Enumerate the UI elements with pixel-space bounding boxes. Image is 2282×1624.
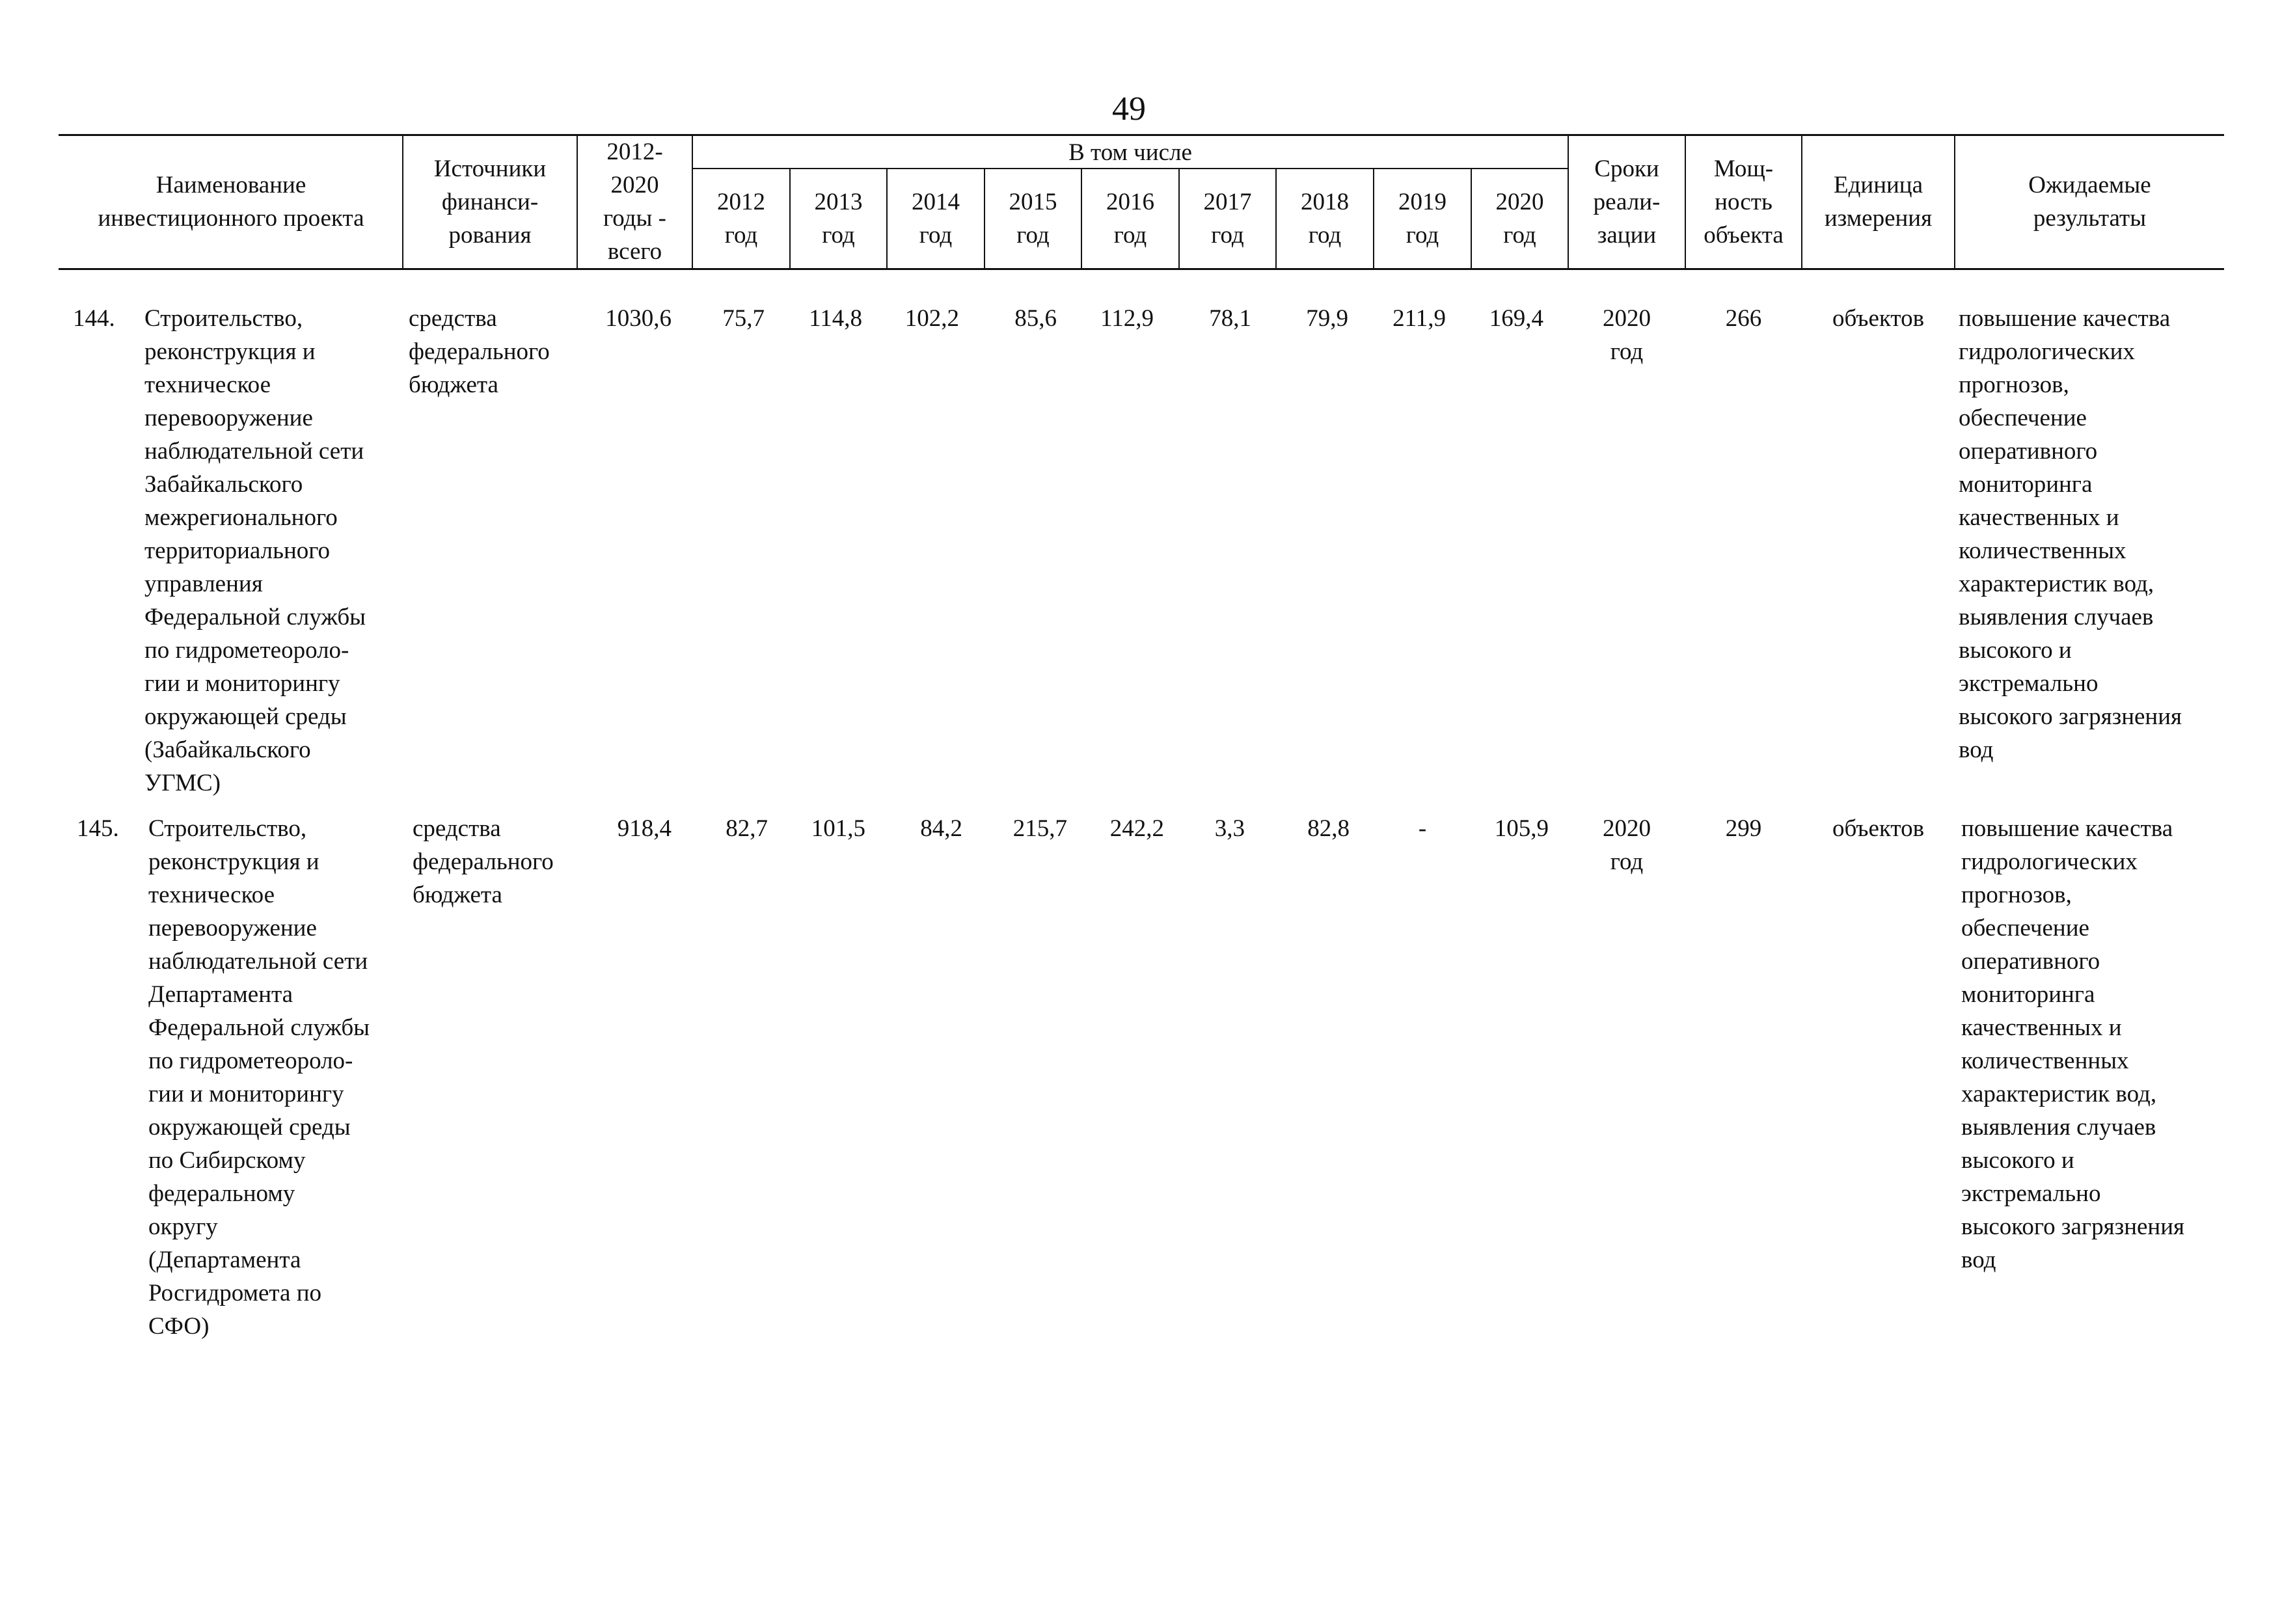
- header-year-2012: [693, 170, 789, 267]
- header-year-2015: [985, 170, 1081, 267]
- header-year-2018: [1277, 170, 1373, 267]
- header-year-2016: [1082, 170, 1178, 267]
- total-amount: 918,4: [617, 815, 672, 842]
- header-year-2019: [1374, 170, 1471, 267]
- header-total-text: 2012- 2020 годы - всего: [603, 139, 666, 265]
- header-year-2017: [1180, 170, 1275, 267]
- header-capacity: [1686, 137, 1801, 267]
- header-funding-source-text: Источники финанси- рования: [433, 155, 547, 249]
- header-year-2014: [888, 170, 984, 267]
- header-year-label: 2020 год: [1495, 189, 1544, 249]
- amount-2015: 215,7: [1012, 815, 1067, 842]
- header-year-2013: [791, 170, 886, 267]
- amount-2015: 85,6: [1014, 305, 1057, 332]
- amount-2016: 112,9: [1100, 305, 1154, 332]
- header-capacity-text: Мощ- ность объекта: [1704, 155, 1784, 249]
- total-amount: 1030,6: [605, 305, 672, 332]
- header-period: [1569, 137, 1685, 267]
- amount-2019: 211,9: [1392, 305, 1446, 332]
- header-year-label: 2015 год: [1009, 189, 1057, 249]
- header-unit: [1802, 137, 1954, 267]
- header-year-label: 2012 год: [717, 189, 765, 249]
- amount-2017: 78,1: [1209, 305, 1251, 332]
- header-period-text: Сроки реали- зации: [1593, 155, 1661, 249]
- row-number: 144.: [73, 305, 115, 332]
- header-year-label: 2013 год: [814, 189, 863, 249]
- amount-2018: 82,8: [1307, 815, 1350, 842]
- header-project-name-text: Наименование инвестиционного проекта: [98, 172, 364, 232]
- amount-2014: 84,2: [920, 815, 962, 842]
- header-results-text: Ожидаемые результаты: [2028, 172, 2151, 232]
- header-year-2020: [1472, 170, 1568, 267]
- expected-results: повышение качества гидрологических прогнозов, обеспечение оперативного мониторинга качественных и количественных характеристик вод, выявления случаев высокого и экстремально высокого загрязнения вод: [1959, 305, 2182, 763]
- funding-source: средства федерального бюджета: [413, 815, 554, 908]
- funding-source: средства федерального бюджета: [409, 305, 550, 398]
- implementation-period: 2020 год: [1603, 305, 1651, 365]
- header-results: [1955, 137, 2224, 267]
- amount-2014: 102,2: [904, 305, 959, 332]
- header-total: [578, 137, 692, 267]
- header-year-label: 2019 год: [1398, 189, 1447, 249]
- project-name: Строительство, реконструкция и техническое перевооружение наблюдательной сети Забайкальского межрегионального территориального управления Федеральной службы по гидрометеороло- гии и мониторингу окружающей среды (Забайкальского УГМС): [144, 305, 366, 796]
- header-year-label: 2017 год: [1203, 189, 1252, 249]
- implementation-period: 2020 год: [1603, 815, 1651, 875]
- expected-results: повышение качества гидрологических прогнозов, обеспечение оперативного мониторинга качественных и количественных характеристик вод, выявления случаев высокого и экстремально высокого загрязнения вод: [1961, 815, 2185, 1273]
- capacity-value: 266: [1725, 305, 1762, 332]
- header-funding-source: [403, 137, 577, 267]
- row-number: 145.: [77, 815, 119, 842]
- header-including-text: В том числе: [1068, 139, 1192, 166]
- amount-2013: 114,8: [809, 305, 862, 332]
- amount-2017: 3,3: [1214, 815, 1245, 842]
- amount-2013: 101,5: [811, 815, 865, 842]
- header-year-label: 2018 год: [1301, 189, 1349, 249]
- amount-2019: -: [1418, 815, 1427, 842]
- header-unit-text: Единица измерения: [1824, 172, 1933, 232]
- project-name: Строительство, реконструкция и техническое перевооружение наблюдательной сети Департамента Федеральной службы по гидрометеороло- гии и мониторингу окружающей среды по Сибирскому федеральному округу (Департамента Росгидромета по СФО): [148, 815, 370, 1340]
- amount-2012: 75,7: [722, 305, 765, 332]
- header-year-label: 2016 год: [1106, 189, 1154, 249]
- amount-2012: 82,7: [726, 815, 768, 842]
- header-year-label: 2014 год: [912, 189, 960, 249]
- amount-2018: 79,9: [1306, 305, 1348, 332]
- header-project-name: [60, 137, 402, 267]
- amount-2016: 242,2: [1109, 815, 1164, 842]
- unit-value: объектов: [1832, 815, 1925, 842]
- header-bottom-rule: [59, 268, 2224, 270]
- header-including: [693, 137, 1568, 168]
- capacity-value: 299: [1725, 815, 1762, 842]
- amount-2020: 169,4: [1489, 305, 1543, 332]
- amount-2020: 105,9: [1494, 815, 1549, 842]
- page-number: 49: [1112, 90, 1146, 128]
- unit-value: объектов: [1832, 305, 1925, 332]
